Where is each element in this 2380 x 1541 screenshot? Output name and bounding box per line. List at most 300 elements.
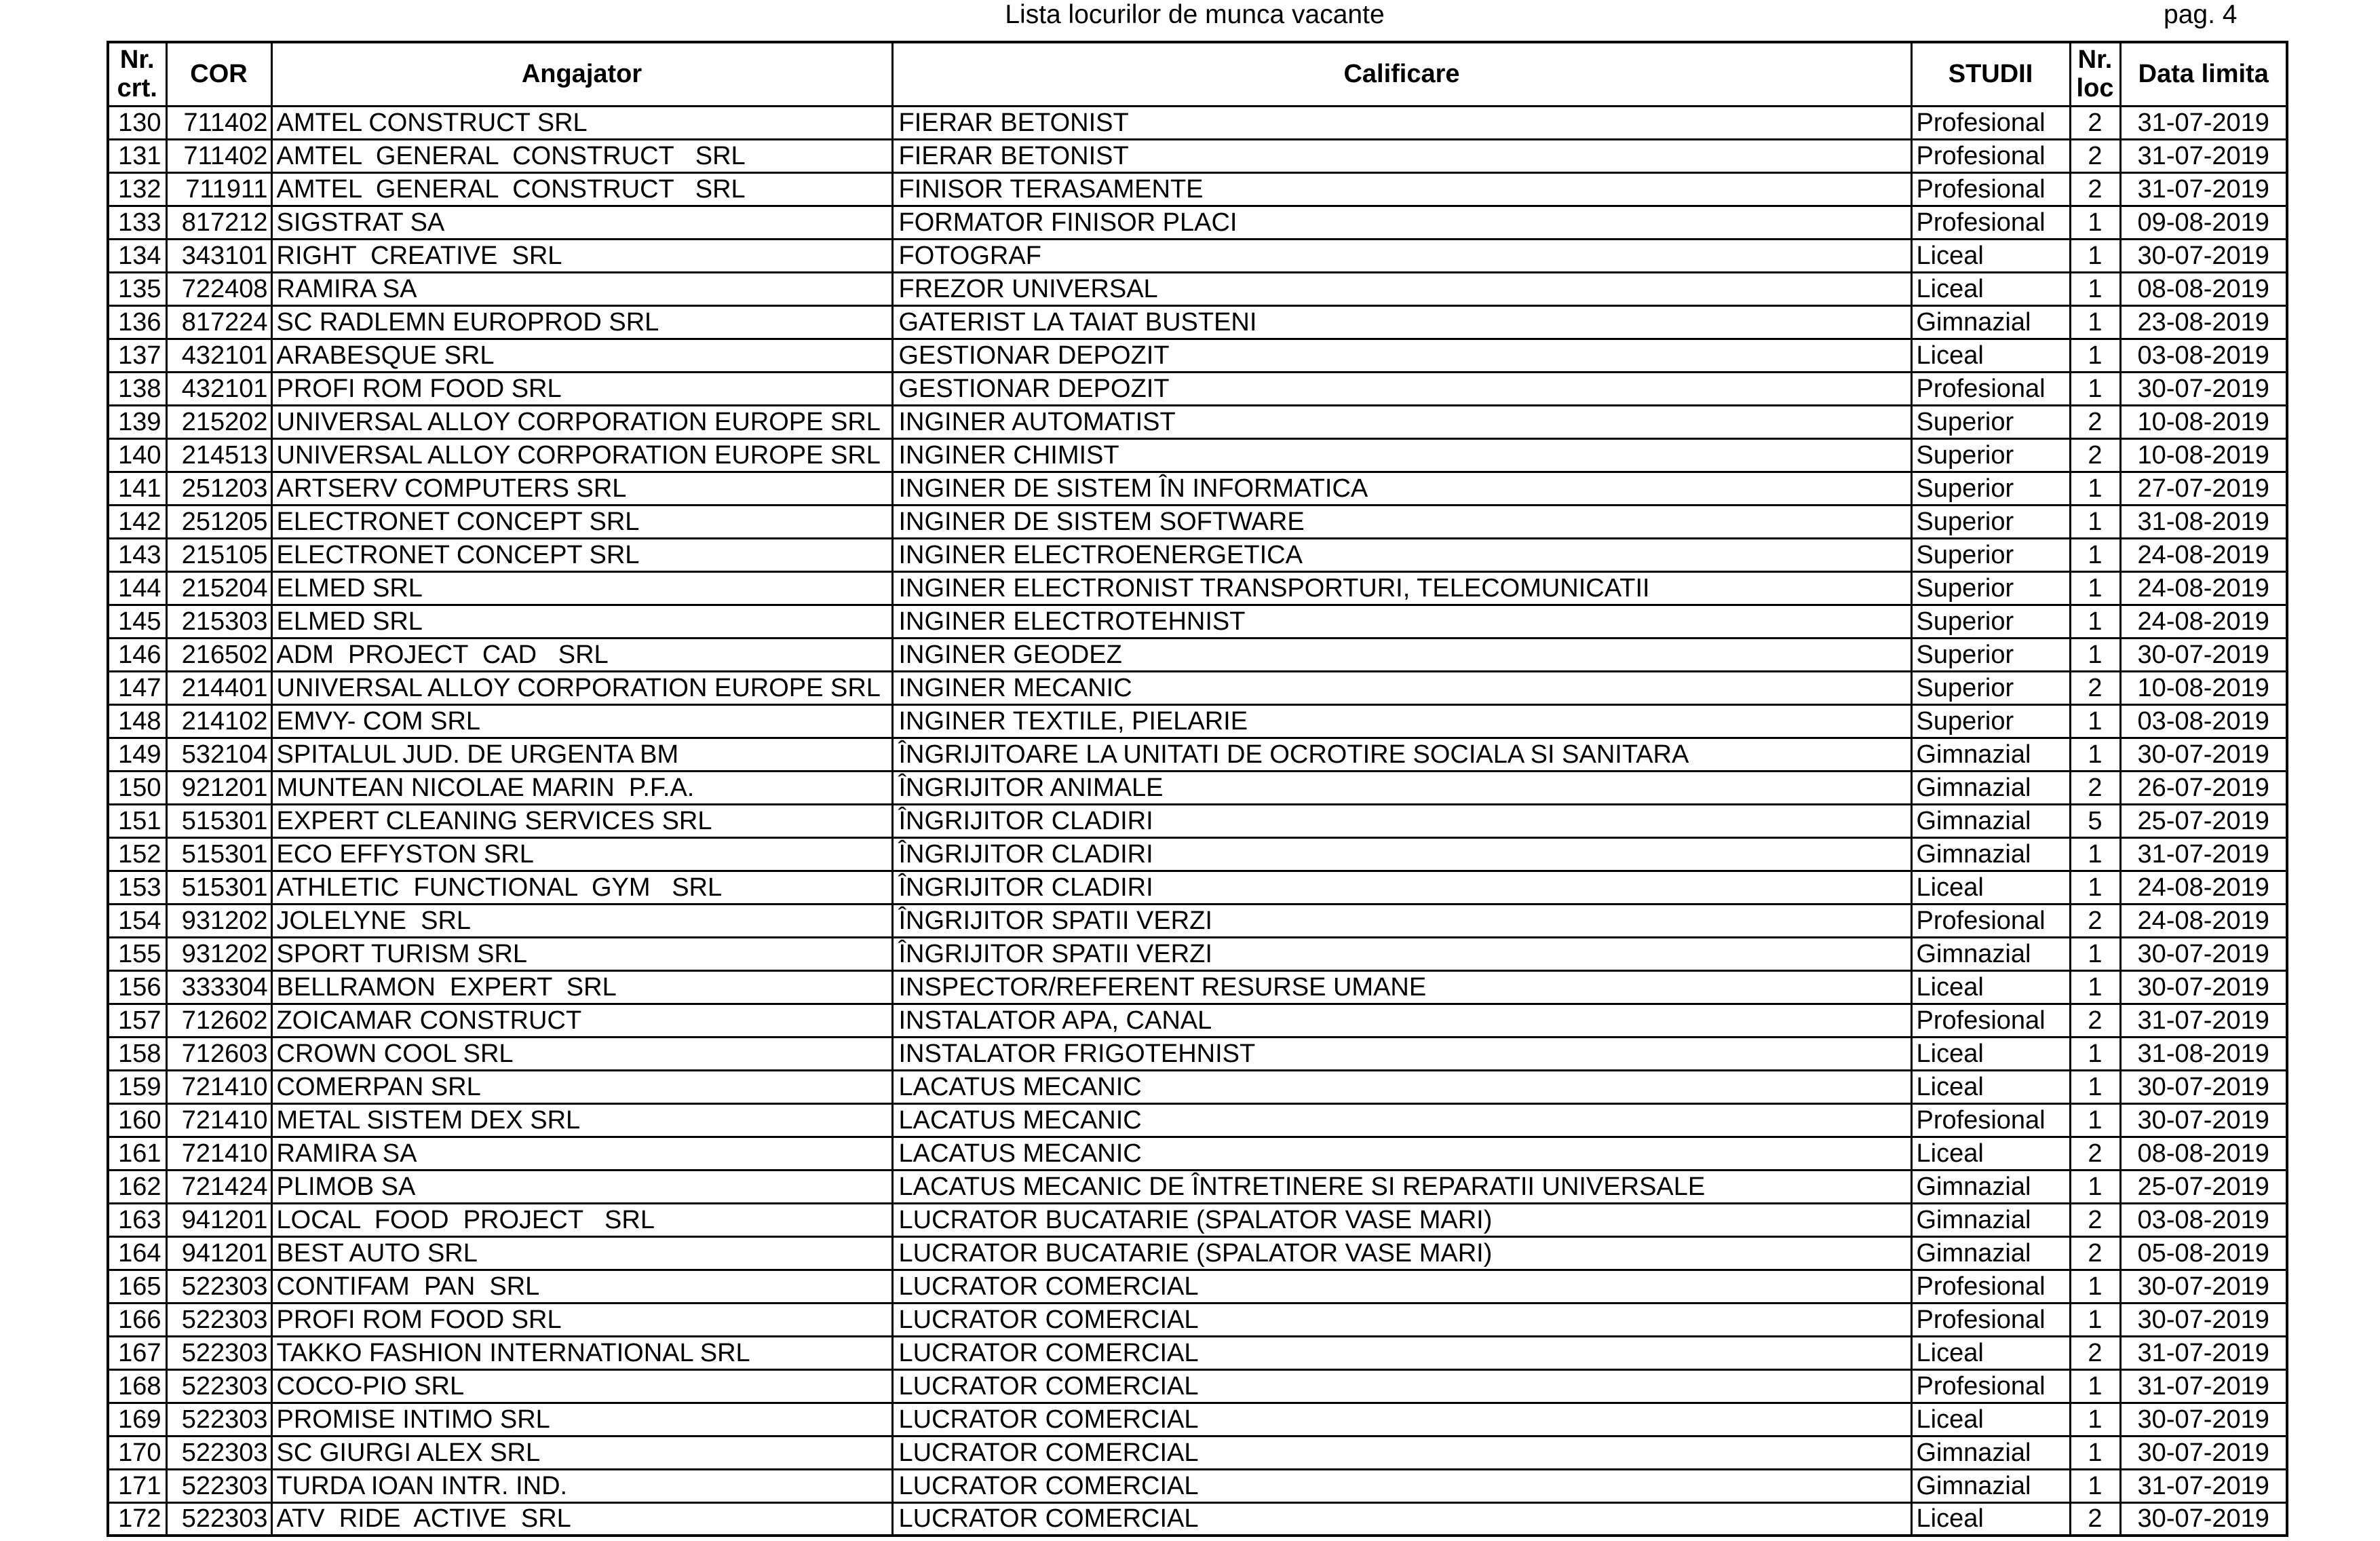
table-row: [108, 605, 2287, 638]
cell-data-limita: 30-07-2019: [2120, 1103, 2287, 1137]
cell-angajator: CONTIFAM PAN SRL: [271, 1270, 892, 1303]
cell-calificare: LUCRATOR COMERCIAL: [892, 1502, 1911, 1536]
cell-angajator: ADM PROJECT CAD SRL: [271, 638, 892, 671]
table-row: [108, 1004, 2287, 1037]
cell-nr-crt: 150: [108, 771, 166, 804]
cell-nr-loc: 1: [2070, 505, 2120, 538]
table-row: [108, 1303, 2287, 1336]
cell-cor: 721410: [166, 1103, 271, 1137]
cell-data-limita: 24-08-2019: [2120, 904, 2287, 937]
cell-cor: 214513: [166, 438, 271, 472]
table-row: [108, 305, 2287, 339]
cell-nr-loc: 1: [2070, 305, 2120, 339]
cell-cor: 931202: [166, 937, 271, 970]
cell-nr-crt: 138: [108, 372, 166, 405]
cell-studii: Superior: [1911, 571, 2070, 605]
cell-nr-crt: 141: [108, 472, 166, 505]
cell-cor: 532104: [166, 738, 271, 771]
cell-nr-crt: 160: [108, 1103, 166, 1137]
cell-data-limita: 10-08-2019: [2120, 438, 2287, 472]
cell-angajator: MUNTEAN NICOLAE MARIN P.F.A.: [271, 771, 892, 804]
cell-nr-loc: 2: [2070, 904, 2120, 937]
cell-cor: 215303: [166, 605, 271, 638]
cell-angajator: RAMIRA SA: [271, 1137, 892, 1170]
cell-cor: 941201: [166, 1203, 271, 1236]
cell-calificare: ÎNGRIJITOR SPATII VERZI: [892, 937, 1911, 970]
header-nr-loc-line1: Nr.: [2077, 45, 2113, 75]
cell-data-limita: 24-08-2019: [2120, 605, 2287, 638]
cell-angajator: BEST AUTO SRL: [271, 1236, 892, 1270]
cell-studii: Profesional: [1911, 372, 2070, 405]
cell-angajator: SPITALUL JUD. DE URGENTA BM: [271, 738, 892, 771]
cell-nr-loc: 1: [2070, 837, 2120, 871]
cell-angajator: JOLELYNE SRL: [271, 904, 892, 937]
cell-studii: Gimnazial: [1911, 804, 2070, 837]
cell-nr-loc: 1: [2070, 704, 2120, 738]
table-row: [108, 1037, 2287, 1070]
cell-calificare: LUCRATOR COMERCIAL: [892, 1436, 1911, 1469]
cell-angajator: ELMED SRL: [271, 571, 892, 605]
cell-calificare: ÎNGRIJITOR CLADIRI: [892, 837, 1911, 871]
cell-studii: Superior: [1911, 438, 2070, 472]
cell-cor: 216502: [166, 638, 271, 671]
table-row: [108, 1070, 2287, 1103]
header-calificare: Calificare: [892, 42, 1911, 106]
cell-cor: 711402: [166, 106, 271, 139]
cell-data-limita: 24-08-2019: [2120, 538, 2287, 571]
cell-calificare: LUCRATOR COMERCIAL: [892, 1369, 1911, 1403]
cell-studii: Liceal: [1911, 1070, 2070, 1103]
cell-nr-loc: 1: [2070, 937, 2120, 970]
cell-nr-loc: 2: [2070, 1137, 2120, 1170]
cell-data-limita: 03-08-2019: [2120, 704, 2287, 738]
cell-calificare: LUCRATOR COMERCIAL: [892, 1270, 1911, 1303]
cell-nr-crt: 135: [108, 272, 166, 305]
cell-studii: Gimnazial: [1911, 1236, 2070, 1270]
cell-cor: 522303: [166, 1469, 271, 1502]
cell-studii: Profesional: [1911, 1369, 2070, 1403]
cell-calificare: LUCRATOR BUCATARIE (SPALATOR VASE MARI): [892, 1236, 1911, 1270]
cell-nr-loc: 2: [2070, 106, 2120, 139]
cell-calificare: FIERAR BETONIST: [892, 106, 1911, 139]
cell-studii: Superior: [1911, 638, 2070, 671]
cell-angajator: ATV RIDE ACTIVE SRL: [271, 1502, 892, 1536]
table-row: [108, 837, 2287, 871]
cell-nr-crt: 143: [108, 538, 166, 571]
cell-studii: Gimnazial: [1911, 771, 2070, 804]
cell-calificare: ÎNGRIJITOR CLADIRI: [892, 804, 1911, 837]
cell-nr-crt: 162: [108, 1170, 166, 1203]
cell-studii: Superior: [1911, 671, 2070, 704]
cell-angajator: AMTEL GENERAL CONSTRUCT SRL: [271, 172, 892, 206]
table-row: [108, 505, 2287, 538]
cell-studii: Superior: [1911, 472, 2070, 505]
cell-angajator: SIGSTRAT SA: [271, 206, 892, 239]
table-header: [108, 42, 2287, 106]
cell-calificare: LACATUS MECANIC: [892, 1137, 1911, 1170]
cell-data-limita: 23-08-2019: [2120, 305, 2287, 339]
cell-cor: 343101: [166, 239, 271, 272]
cell-data-limita: 25-07-2019: [2120, 804, 2287, 837]
cell-angajator: EXPERT CLEANING SERVICES SRL: [271, 804, 892, 837]
cell-angajator: EMVY- COM SRL: [271, 704, 892, 738]
cell-studii: Profesional: [1911, 172, 2070, 206]
table-row: [108, 538, 2287, 571]
header-nr-loc-line2: loc: [2076, 74, 2114, 103]
cell-nr-crt: 131: [108, 139, 166, 172]
cell-calificare: INSPECTOR/REFERENT RESURSE UMANE: [892, 970, 1911, 1004]
cell-nr-crt: 165: [108, 1270, 166, 1303]
cell-calificare: INSTALATOR FRIGOTEHNIST: [892, 1037, 1911, 1070]
table-row: [108, 472, 2287, 505]
cell-cor: 722408: [166, 272, 271, 305]
cell-nr-loc: 1: [2070, 738, 2120, 771]
table-row: [108, 771, 2287, 804]
cell-nr-loc: 1: [2070, 206, 2120, 239]
cell-data-limita: 30-07-2019: [2120, 1270, 2287, 1303]
cell-cor: 515301: [166, 804, 271, 837]
cell-studii: Gimnazial: [1911, 1203, 2070, 1236]
cell-cor: 251203: [166, 472, 271, 505]
cell-calificare: INSTALATOR APA, CANAL: [892, 1004, 1911, 1037]
cell-nr-crt: 140: [108, 438, 166, 472]
cell-cor: 522303: [166, 1403, 271, 1436]
cell-data-limita: 03-08-2019: [2120, 339, 2287, 372]
cell-nr-loc: 2: [2070, 671, 2120, 704]
cell-data-limita: 10-08-2019: [2120, 671, 2287, 704]
cell-angajator: COCO-PIO SRL: [271, 1369, 892, 1403]
cell-nr-crt: 166: [108, 1303, 166, 1336]
cell-studii: Gimnazial: [1911, 738, 2070, 771]
cell-nr-loc: 1: [2070, 1436, 2120, 1469]
cell-nr-crt: 147: [108, 671, 166, 704]
cell-angajator: SPORT TURISM SRL: [271, 937, 892, 970]
cell-cor: 215202: [166, 405, 271, 438]
cell-nr-crt: 168: [108, 1369, 166, 1403]
cell-angajator: PROFI ROM FOOD SRL: [271, 372, 892, 405]
cell-calificare: INGINER MECANIC: [892, 671, 1911, 704]
cell-cor: 817212: [166, 206, 271, 239]
cell-data-limita: 03-08-2019: [2120, 1203, 2287, 1236]
cell-nr-loc: 1: [2070, 1369, 2120, 1403]
table-row: [108, 239, 2287, 272]
cell-nr-loc: 1: [2070, 1303, 2120, 1336]
cell-cor: 721410: [166, 1137, 271, 1170]
header-studii: STUDII: [1911, 42, 2070, 106]
cell-data-limita: 30-07-2019: [2120, 638, 2287, 671]
cell-cor: 711911: [166, 172, 271, 206]
cell-nr-loc: 1: [2070, 272, 2120, 305]
cell-nr-loc: 1: [2070, 871, 2120, 904]
cell-cor: 522303: [166, 1336, 271, 1369]
cell-nr-loc: 1: [2070, 339, 2120, 372]
cell-angajator: UNIVERSAL ALLOY CORPORATION EUROPE SRL: [271, 438, 892, 472]
cell-cor: 251205: [166, 505, 271, 538]
cell-data-limita: 31-07-2019: [2120, 1369, 2287, 1403]
cell-nr-loc: 1: [2070, 1403, 2120, 1436]
cell-data-limita: 31-07-2019: [2120, 106, 2287, 139]
cell-nr-loc: 2: [2070, 172, 2120, 206]
table-row: [108, 172, 2287, 206]
cell-data-limita: 30-07-2019: [2120, 1403, 2287, 1436]
table-row: [108, 1236, 2287, 1270]
cell-nr-crt: 151: [108, 804, 166, 837]
cell-calificare: LUCRATOR COMERCIAL: [892, 1303, 1911, 1336]
cell-nr-loc: 1: [2070, 472, 2120, 505]
cell-calificare: FREZOR UNIVERSAL: [892, 272, 1911, 305]
cell-data-limita: 09-08-2019: [2120, 206, 2287, 239]
cell-data-limita: 31-08-2019: [2120, 1037, 2287, 1070]
cell-nr-crt: 139: [108, 405, 166, 438]
cell-nr-loc: 2: [2070, 139, 2120, 172]
cell-nr-loc: 1: [2070, 970, 2120, 1004]
cell-angajator: UNIVERSAL ALLOY CORPORATION EUROPE SRL: [271, 405, 892, 438]
cell-nr-loc: 2: [2070, 405, 2120, 438]
cell-nr-crt: 132: [108, 172, 166, 206]
cell-calificare: LUCRATOR COMERCIAL: [892, 1336, 1911, 1369]
table-row: [108, 1170, 2287, 1203]
cell-nr-crt: 152: [108, 837, 166, 871]
cell-cor: 214102: [166, 704, 271, 738]
cell-calificare: INGINER ELECTRONIST TRANSPORTURI, TELECOMUNICATII: [892, 571, 1911, 605]
cell-studii: Liceal: [1911, 1037, 2070, 1070]
cell-angajator: SC RADLEMN EUROPROD SRL: [271, 305, 892, 339]
cell-studii: Liceal: [1911, 339, 2070, 372]
cell-nr-crt: 157: [108, 1004, 166, 1037]
cell-nr-crt: 145: [108, 605, 166, 638]
header-nr-crt: [108, 42, 166, 106]
cell-studii: Liceal: [1911, 1137, 2070, 1170]
cell-cor: 711402: [166, 139, 271, 172]
cell-data-limita: 25-07-2019: [2120, 1170, 2287, 1203]
cell-studii: Liceal: [1911, 970, 2070, 1004]
table-row: [108, 405, 2287, 438]
cell-angajator: ARTSERV COMPUTERS SRL: [271, 472, 892, 505]
header-row: [108, 42, 2287, 106]
header-data-limita: Data limita: [2120, 42, 2287, 106]
cell-data-limita: 31-07-2019: [2120, 172, 2287, 206]
cell-studii: Profesional: [1911, 1303, 2070, 1336]
cell-nr-crt: 149: [108, 738, 166, 771]
cell-studii: Superior: [1911, 605, 2070, 638]
table-row: [108, 904, 2287, 937]
cell-data-limita: 31-07-2019: [2120, 837, 2287, 871]
table-row: [108, 139, 2287, 172]
cell-nr-loc: 1: [2070, 605, 2120, 638]
cell-angajator: PLIMOB SA: [271, 1170, 892, 1203]
cell-cor: 712603: [166, 1037, 271, 1070]
cell-calificare: ÎNGRIJITOARE LA UNITATI DE OCROTIRE SOCIALA SI SANITARA: [892, 738, 1911, 771]
cell-angajator: ELMED SRL: [271, 605, 892, 638]
cell-angajator: BELLRAMON EXPERT SRL: [271, 970, 892, 1004]
cell-calificare: INGINER DE SISTEM SOFTWARE: [892, 505, 1911, 538]
cell-nr-loc: 2: [2070, 1004, 2120, 1037]
cell-studii: Liceal: [1911, 1403, 2070, 1436]
cell-studii: Liceal: [1911, 272, 2070, 305]
cell-calificare: ÎNGRIJITOR ANIMALE: [892, 771, 1911, 804]
cell-calificare: LACATUS MECANIC: [892, 1070, 1911, 1103]
cell-calificare: GESTIONAR DEPOZIT: [892, 339, 1911, 372]
cell-calificare: LUCRATOR COMERCIAL: [892, 1403, 1911, 1436]
cell-nr-crt: 153: [108, 871, 166, 904]
cell-angajator: ELECTRONET CONCEPT SRL: [271, 505, 892, 538]
cell-nr-loc: 1: [2070, 638, 2120, 671]
cell-cor: 515301: [166, 837, 271, 871]
table-row: [108, 671, 2287, 704]
table-row: [108, 1403, 2287, 1436]
cell-cor: 432101: [166, 339, 271, 372]
cell-nr-crt: 170: [108, 1436, 166, 1469]
cell-calificare: GATERIST LA TAIAT BUSTENI: [892, 305, 1911, 339]
header-angajator: Angajator: [271, 42, 892, 106]
table-row: [108, 937, 2287, 970]
cell-nr-crt: 169: [108, 1403, 166, 1436]
cell-cor: 215105: [166, 538, 271, 571]
table-row: [108, 106, 2287, 139]
cell-nr-loc: 2: [2070, 1236, 2120, 1270]
cell-nr-crt: 158: [108, 1037, 166, 1070]
cell-nr-crt: 148: [108, 704, 166, 738]
cell-angajator: PROFI ROM FOOD SRL: [271, 1303, 892, 1336]
cell-studii: Gimnazial: [1911, 1436, 2070, 1469]
table-row: [108, 970, 2287, 1004]
cell-cor: 522303: [166, 1270, 271, 1303]
cell-nr-loc: 1: [2070, 1270, 2120, 1303]
cell-calificare: INGINER ELECTROTEHNIST: [892, 605, 1911, 638]
cell-studii: Superior: [1911, 505, 2070, 538]
cell-data-limita: 08-08-2019: [2120, 272, 2287, 305]
header-cor: COR: [166, 42, 271, 106]
cell-cor: 214401: [166, 671, 271, 704]
cell-nr-loc: 2: [2070, 438, 2120, 472]
cell-nr-loc: 1: [2070, 1070, 2120, 1103]
cell-nr-loc: 1: [2070, 1170, 2120, 1203]
cell-studii: Liceal: [1911, 1502, 2070, 1536]
cell-studii: Gimnazial: [1911, 1170, 2070, 1203]
cell-calificare: GESTIONAR DEPOZIT: [892, 372, 1911, 405]
cell-angajator: TAKKO FASHION INTERNATIONAL SRL: [271, 1336, 892, 1369]
cell-calificare: FORMATOR FINISOR PLACI: [892, 206, 1911, 239]
cell-data-limita: 24-08-2019: [2120, 571, 2287, 605]
cell-angajator: RIGHT CREATIVE SRL: [271, 239, 892, 272]
cell-cor: 721424: [166, 1170, 271, 1203]
cell-cor: 432101: [166, 372, 271, 405]
cell-data-limita: 30-07-2019: [2120, 937, 2287, 970]
vacancies-table: [107, 41, 2288, 1537]
cell-nr-crt: 163: [108, 1203, 166, 1236]
cell-nr-crt: 134: [108, 239, 166, 272]
cell-nr-crt: 159: [108, 1070, 166, 1103]
cell-data-limita: 27-07-2019: [2120, 472, 2287, 505]
cell-data-limita: 30-07-2019: [2120, 372, 2287, 405]
cell-cor: 712602: [166, 1004, 271, 1037]
cell-angajator: ZOICAMAR CONSTRUCT: [271, 1004, 892, 1037]
page-title: Lista locurilor de munca vacante: [1005, 0, 1385, 29]
table-row: [108, 738, 2287, 771]
cell-nr-crt: 137: [108, 339, 166, 372]
cell-angajator: COMERPAN SRL: [271, 1070, 892, 1103]
cell-angajator: LOCAL FOOD PROJECT SRL: [271, 1203, 892, 1236]
cell-nr-loc: 1: [2070, 1469, 2120, 1502]
cell-nr-crt: 133: [108, 206, 166, 239]
cell-studii: Superior: [1911, 538, 2070, 571]
table-row: [108, 272, 2287, 305]
cell-studii: Liceal: [1911, 871, 2070, 904]
cell-nr-crt: 142: [108, 505, 166, 538]
cell-studii: Gimnazial: [1911, 1469, 2070, 1502]
cell-angajator: CROWN COOL SRL: [271, 1037, 892, 1070]
cell-calificare: ÎNGRIJITOR SPATII VERZI: [892, 904, 1911, 937]
cell-calificare: FINISOR TERASAMENTE: [892, 172, 1911, 206]
cell-nr-loc: 2: [2070, 1203, 2120, 1236]
table-row: [108, 1203, 2287, 1236]
cell-studii: Superior: [1911, 405, 2070, 438]
cell-nr-loc: 2: [2070, 771, 2120, 804]
cell-nr-crt: 156: [108, 970, 166, 1004]
cell-data-limita: 31-08-2019: [2120, 505, 2287, 538]
cell-calificare: INGINER AUTOMATIST: [892, 405, 1911, 438]
cell-studii: Liceal: [1911, 239, 2070, 272]
table-row: [108, 871, 2287, 904]
cell-calificare: FIERAR BETONIST: [892, 139, 1911, 172]
cell-angajator: AMTEL CONSTRUCT SRL: [271, 106, 892, 139]
cell-nr-loc: 1: [2070, 239, 2120, 272]
cell-cor: 215204: [166, 571, 271, 605]
cell-data-limita: 08-08-2019: [2120, 1137, 2287, 1170]
cell-data-limita: 05-08-2019: [2120, 1236, 2287, 1270]
table-row: [108, 372, 2287, 405]
cell-nr-crt: 167: [108, 1336, 166, 1369]
table-row: [108, 1336, 2287, 1369]
cell-studii: Profesional: [1911, 206, 2070, 239]
cell-angajator: TURDA IOAN INTR. IND.: [271, 1469, 892, 1502]
cell-calificare: INGINER DE SISTEM ÎN INFORMATICA: [892, 472, 1911, 505]
cell-data-limita: 30-07-2019: [2120, 1070, 2287, 1103]
table-row: [108, 1502, 2287, 1536]
cell-data-limita: 30-07-2019: [2120, 239, 2287, 272]
cell-cor: 522303: [166, 1502, 271, 1536]
cell-angajator: ELECTRONET CONCEPT SRL: [271, 538, 892, 571]
cell-studii: Profesional: [1911, 1004, 2070, 1037]
cell-nr-crt: 154: [108, 904, 166, 937]
cell-data-limita: 26-07-2019: [2120, 771, 2287, 804]
cell-nr-crt: 171: [108, 1469, 166, 1502]
cell-nr-loc: 5: [2070, 804, 2120, 837]
cell-cor: 515301: [166, 871, 271, 904]
cell-calificare: LUCRATOR COMERCIAL: [892, 1469, 1911, 1502]
cell-calificare: INGINER CHIMIST: [892, 438, 1911, 472]
cell-cor: 721410: [166, 1070, 271, 1103]
cell-angajator: SC GIURGI ALEX SRL: [271, 1436, 892, 1469]
cell-studii: Gimnazial: [1911, 937, 2070, 970]
cell-nr-crt: 172: [108, 1502, 166, 1536]
table-row: [108, 1103, 2287, 1137]
cell-data-limita: 31-07-2019: [2120, 139, 2287, 172]
cell-angajator: PROMISE INTIMO SRL: [271, 1403, 892, 1436]
table-row: [108, 1369, 2287, 1403]
cell-nr-crt: 161: [108, 1137, 166, 1170]
cell-studii: Profesional: [1911, 1270, 2070, 1303]
cell-data-limita: 30-07-2019: [2120, 1502, 2287, 1536]
header-nr-crt-line2: crt.: [117, 74, 157, 103]
cell-nr-loc: 1: [2070, 571, 2120, 605]
cell-calificare: LACATUS MECANIC DE ÎNTRETINERE SI REPARATII UNIVERSALE: [892, 1170, 1911, 1203]
cell-cor: 817224: [166, 305, 271, 339]
cell-nr-crt: 155: [108, 937, 166, 970]
cell-nr-loc: 1: [2070, 538, 2120, 571]
table-row: [108, 1270, 2287, 1303]
cell-data-limita: 31-07-2019: [2120, 1004, 2287, 1037]
